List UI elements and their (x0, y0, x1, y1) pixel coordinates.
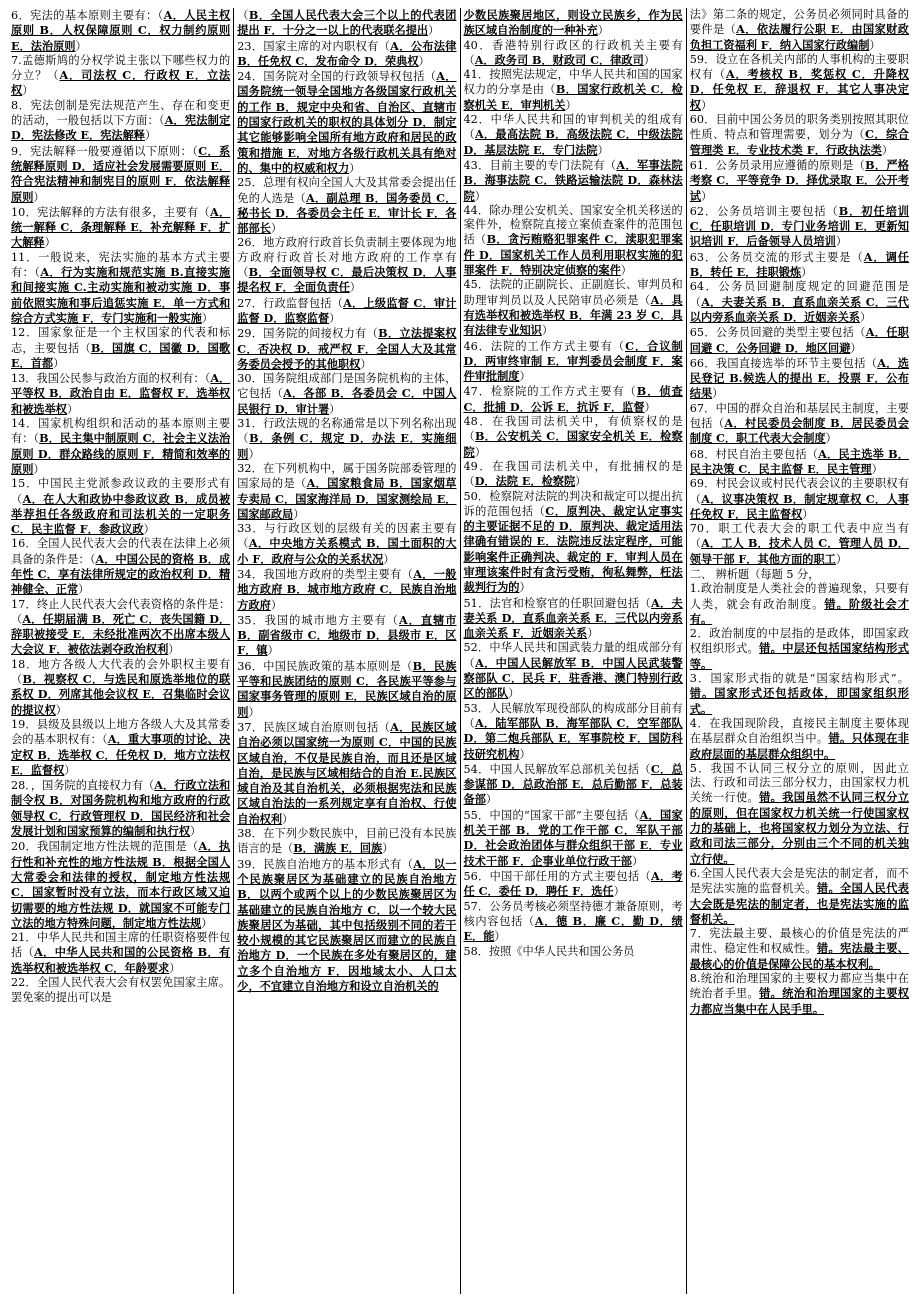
question-item (237, 39, 456, 70)
question-item (237, 567, 456, 613)
question-item (690, 522, 909, 567)
question-item (690, 447, 909, 478)
question-stem: 10．宪法解释的方法有很多，主要有（ (11, 205, 211, 219)
answer-close: ） (329, 311, 341, 325)
answer-text: A．各部 B．各委员会 C．中国人民银行 D．审计署 (237, 386, 457, 416)
answer-close: ） (382, 842, 394, 856)
question-stem: 22．全国人民代表大会有权罢免国家主席。罢免案的提出可以是 (11, 976, 231, 1005)
answer-text: B．立法提案权 C．否决权 D．戒严权 F．全国人大及其常务委员会授予的其他职权 (237, 326, 457, 371)
answer-close: ） (168, 643, 180, 657)
answer-close: ） (620, 264, 632, 278)
answer-text: A．中央地方关系模式 B．国土面积的大小 F．政府与公众的关系状况 (237, 536, 457, 566)
answer-text: 错。统治和治理国家的主要权力都应当集中在人民手里。 (689, 986, 909, 1016)
question-item (464, 808, 683, 869)
question-item (464, 641, 683, 701)
answer-close: ） (802, 507, 814, 521)
question-item (464, 596, 683, 642)
answer-close: ） (519, 581, 531, 595)
question-item (690, 582, 909, 627)
question-stem: 63．公务员交流的形式主要是（ (689, 250, 864, 264)
answer-text: B．全国人民代表大会三个以上的代表团提出 F．十分之一以上的代表联名提出 (237, 8, 457, 38)
answer-text: A．中国人民解放军 B．中国人民武装警察部队 C．民兵 F．驻香港、澳门特别行政区的部队 (463, 655, 683, 701)
question-item (237, 522, 456, 567)
question-item (464, 384, 683, 415)
answer-close: ） (519, 370, 531, 384)
question-item (11, 778, 230, 839)
question-item (237, 659, 456, 720)
question-item (237, 827, 456, 857)
question-stem: 19．县级及县级以上地方各级人大及其常委会的基本职权有：（ (11, 717, 231, 747)
answer-text: A．统一解释 C．条理解释 E．补充解释 F．扩大解释 (11, 204, 231, 250)
answer-text: A．重大事项的讨论、决定权 B．选举权 C．任免权 D．地方立法权 E．监督权 (11, 732, 231, 777)
question-stem: 23．国家主席的对内职权有（ (237, 39, 391, 53)
question-stem: 58．按照《中华人民共和国公务员 (463, 945, 635, 959)
question-item (464, 278, 683, 338)
question-stem: 28．，国务院的直接权力有（ (11, 779, 155, 793)
question-stem: 48．在我国司法机关中，有侦察权的是（ (463, 415, 683, 444)
question-stem: 15．中国民主党派参政议政的主要形式有（ (11, 477, 231, 506)
question-item (11, 371, 230, 417)
answer-text: B．条例 C．规定 D．办法 E．实施细则 (237, 431, 457, 461)
question-item (464, 762, 683, 808)
answer-close: ） (44, 236, 56, 250)
answer-text: A．国务院统一领导全国地方各级国家行政机关的工作 B．规定中央和省、自治区、直辖市的国家行政机关的职权的具体划分 D．制定其它能够影响全国所有地方政府和居民的政策和措施 E．对地方各级行政机关具有绝对的、集中的权威和权力 (237, 69, 457, 175)
answer-close: ） (508, 687, 520, 701)
column-2 (234, 8, 460, 1294)
answer-text: A．人民主权原则 B．人权保障原则 C．权力制约原则 E．法治原则 (11, 8, 231, 53)
answer-close: ） (835, 235, 848, 249)
answer-text: C．合议制 D．两审终审制 E．审判委员会制度 F．案件审批制度 (463, 338, 683, 384)
question-stem: 69．村民会议或村民代表会议的主要职权有（ (689, 477, 909, 506)
answer-close: ） (712, 387, 724, 401)
question-stem: 4．在我国现阶段，直接民主制度主要体现在基层群众自治组织当中。 (689, 716, 909, 746)
answer-text: A．司法权 C．行政权 E．立法权 (11, 68, 231, 98)
question-stem: 39．民族自治地方的基本形式有（ (237, 857, 414, 871)
answer-text: A．最高法院 B．高级法院 C．中级法院 D．基层法院 E．专门法院 (463, 127, 683, 157)
answer-text: A．村民委员会制度 B．居民委员会制度 C．职工代表大会制度 (689, 416, 909, 446)
answer-text: B．严格考察 C．平等竞争 D．择优录取 E．公开考试 (689, 157, 909, 203)
question-item (11, 537, 230, 597)
question-stem: 21．中华人民共和国主席的任职资格要件包括（ (11, 931, 231, 960)
answer-text: A．军事法院 B．海事法院 C．铁路运输法院 D．森林法院 (463, 157, 683, 203)
question-item (237, 857, 456, 995)
question-stem: 47．检察院的工作方式主要有（ (463, 385, 637, 399)
answer-text: 错。只体现在非政府层面的基层群众组织中。 (689, 731, 909, 761)
answer-text: B．视察权 C．与选民和原选举地位的联系权 D．列席其他会议权 E．召集临时会议的提议权 (11, 672, 231, 717)
answer-text: C．综合管理类 E．专业技术类 F．行政执法类 (689, 127, 909, 157)
question-item (690, 158, 909, 204)
question-stem: 66．我国直接选举的环节主要包括（ (689, 356, 878, 370)
answer-close: ） (360, 357, 372, 371)
question-stem: 13．我国公民参与政治方面的权利有：（ (11, 372, 211, 386)
answer-close: ） (248, 447, 260, 461)
question-item (237, 176, 456, 236)
answer-text: A．具有选举权和被选举权 B．年满 23 岁 C．具有法律专业知识 (463, 292, 683, 338)
question-stem: 50．检察院对法院的判决和裁定可以提出抗诉的范围包括（ (463, 489, 683, 518)
question-item (464, 113, 683, 158)
answer-close: ） (270, 598, 283, 612)
answer-close: ） (270, 222, 283, 236)
answer-text: A．工人 B．技术人员 C．管理人员 D．领导干部 F．其他方面的职工 (689, 536, 909, 566)
answer-text: B．民主集中制原则 C．社会主义法治原则 D．群众路线的原则 F．精简和效率的原则 (11, 431, 231, 476)
question-stem: 56．中国干部任用的方式主要包括（ (463, 869, 651, 883)
answer-close: ） (383, 552, 395, 566)
question-item (11, 477, 230, 537)
answer-text: B．全面领导权 C．最后决策权 D．人事提名权 F．全面负责任 (237, 265, 457, 295)
question-stem: 31．行政法规的名称通常是以下列名称出现（ (237, 417, 457, 446)
question-item (690, 867, 909, 927)
answer-text: B．国家行政机关 C．检察机关 E．审判机关 (463, 82, 683, 112)
answer-close: ） (825, 432, 837, 446)
answer-text: A．民族区域自治必须以国家统一为原则 C．中国的民族区域自治，不仅是民族自治，而且还是区域自治，是民族与区域相结合的自治 E.民族区域自治及其自治机关，必须根据宪法和民族区域自治法的一系列规定享有自治权、行使自治权利 (237, 719, 457, 826)
question-stem: 35．我国的城市地方主要有（ (237, 613, 399, 627)
answer-close: ） (64, 763, 76, 777)
question-stem: 49．在我国司法机关中，有批捕权的是（ (463, 459, 683, 489)
question-item (690, 927, 909, 972)
question-stem: 7.孟德斯鸠的分权学说主张以下哪些权力的分立？（ (11, 53, 231, 83)
question-item (11, 839, 230, 931)
answer-close: ） (33, 462, 45, 476)
answer-text: A．中国公民的资格 B．成年性 C．享有法律所规定的政治权利 D．精神健全、正常 (11, 551, 231, 597)
question-item (464, 39, 683, 69)
question-item (690, 356, 909, 402)
question-item (690, 250, 909, 281)
answer-text: 少数民族聚居地区，则设立民族乡，作为民族区域自治制度的一种补充 (463, 8, 683, 38)
question-stem: 30．国务院组成部门是国务院机构的主体，它包括（ (237, 372, 457, 401)
answer-text: A．政务司 B．财政司 C．律政司 (474, 52, 644, 67)
answer-text: A．选民登记 B.候选人的提出 E．投票 F．公布结果 (689, 355, 909, 401)
question-stem: 24．国务院对全国的行政领导权包括（ (237, 70, 437, 84)
question-item (11, 205, 230, 251)
question-stem: 60．目前中国公务员的职务类别按照其职位性质、特点和管理需要，划分为（ (689, 113, 909, 142)
answer-close: ） (541, 324, 554, 338)
question-stem: 45．法院的正副院长、正副庭长、审判员和助理审判员以及人民陪审员必须是（ (463, 278, 683, 307)
answer-text: B．初任培训 C．任职培训 D．专门业务培训 E．更新知识培训 F．后备领导人员培训 (689, 203, 909, 249)
question-item (11, 8, 230, 54)
answer-close: ） (587, 627, 599, 641)
answer-close: ） (22, 84, 34, 98)
question-item (690, 627, 909, 672)
question-item (464, 460, 683, 490)
answer-close: ） (643, 53, 655, 67)
answer-text: A．上级监督 C．审计监督 D．监察监督 (237, 295, 457, 325)
answer-text: A．行政立法和制令权 B．对国务院机构和地方政府的行政领导权 C．行政管理权 D．国民经济和社会发展计划和国家预算的编制和执行权 (11, 778, 231, 839)
answer-close: ） (145, 129, 157, 143)
question-stem: 2．政治制度的中层指的是政体，即国家政权组织形式。 (689, 627, 909, 656)
question-item (464, 702, 683, 762)
question-stem: 9．宪法解释一般要遵循以下原则：（ (11, 144, 199, 158)
answer-text: A．任期届满 B．死亡 C．丧失国籍 D．辞职被接受 E．未经批准两次不出席本级人大会议 F．被依法剥夺政治权利 (11, 611, 231, 657)
question-item (464, 8, 683, 39)
answer-close: ） (169, 961, 181, 975)
answer-close: ） (565, 98, 577, 112)
answer-close: ） (55, 703, 67, 717)
question-stem: 41．按照宪法规定，中华人民共和国的国家权力的分享是由（ (463, 68, 683, 97)
question-stem: 38．在下列少数民族中，目前已没有本民族语言的是（ (237, 827, 457, 856)
answer-text: A．行为实施和规范实施 B.直接实施和间接实施 C.主动实施和被动实施 D．事前依照实施和事后追惩实施 E．单一方式和综合方式实施 F．专门实施和一般实施 (11, 265, 231, 325)
question-item (690, 567, 909, 582)
answer-close: ） (190, 825, 202, 839)
answer-text: A．公布法律 B．任免权 C．发布命令 D．荣典权 (237, 38, 457, 68)
answer-close: ） (597, 24, 609, 38)
answer-close: ） (474, 445, 486, 459)
answer-text: 错。全国人民代表大会既是宪法的制定者，也是宪法实施的监督机关。 (689, 881, 909, 926)
question-stem: 67．中国的群众自治和基层民主制度，主要包括（ (689, 401, 909, 431)
question-item (690, 717, 909, 762)
answer-text: A．国家机关干部 B．党的工作干部 C．军队干部 D．社会政治团体与群众组织干部 E．专业技术干部 F．企事业单位行政干部 (463, 807, 683, 868)
answer-text: 错。中层还包括国家结构形式等。 (689, 641, 909, 671)
question-item (464, 900, 683, 945)
question-stem: 46．法院的工作方式主要有（ (463, 339, 626, 353)
answer-text: A．民主选举 B．民主决策 C．民主监督 E．民主管理 (689, 446, 909, 476)
question-stem: 6.全国人民代表大会是宪法的制定者，而不是宪法实施的监督机关。 (689, 866, 909, 896)
question-stem: 32．在下列机构中，属于国务院部委管理的国家局的是（ (237, 461, 457, 491)
answer-text: A．德 B．廉 C．勤 D．绩 E．能 (463, 913, 683, 944)
question-stem: 37．民族区域自治原则包括（ (237, 720, 391, 734)
question-stem: 59．设立在各机关内部的人事机构的主要职权有（ (689, 52, 909, 82)
answer-close: ） (474, 189, 486, 203)
question-item (237, 326, 456, 372)
question-stem: 64．公务员回避制度规定的回避范围是（ (689, 280, 909, 309)
question-stem: 20．我国制定地方性法规的范围是（ (11, 840, 199, 854)
answer-text: A．考核权 B．奖惩权 C．升降权 D．任免权 E．辞退权 F．其它人事决定权 (689, 67, 909, 112)
answer-text: C．总参谋部 D．总政治部 E．总后勤部 F．总装备部 (463, 761, 683, 807)
question-stem: 8．宪法创制是宪法规范产生、存在和变更的活动，一般包括以下方面：（ (11, 98, 231, 128)
answer-text: A．夫妻关系 B．直系血亲关系 C．三代以内旁系血亲关系 D．近姻亲关系 (689, 294, 909, 324)
question-item (690, 672, 909, 717)
question-stem: 14．国家机构组织和活动的基本原则主要有：（ (11, 417, 231, 446)
question-stem: 法》第二条的规定，公务员必须同时具备的要件是（ (689, 8, 909, 37)
answer-text: A．以一个民族聚居区为基础建立的民族自治地方 B．以两个或两个以上的少数民族聚居区为基础建立的民族自治地方 C．以一个较大民族聚居区为基础，其中包括级别不同的若干较小规模的其它民族聚居区而建立的民族自治地方 D．一个民族在多处有聚居区的，建立多个自治地方 F．因地域太小、人口太少，不宜建立自治地方和设立自治机关的 (237, 856, 457, 993)
answer-close: ） (33, 190, 45, 204)
answer-text: C．系统解释原则 D．适应社会发展需要原则 E．符合宪法精神和制宪目的原则 F．依法解释原则 (11, 143, 231, 204)
question-stem: 54．中国人民解放军总部机关包括（ (463, 762, 651, 776)
answer-close: ） (597, 143, 609, 157)
question-item (11, 598, 230, 658)
answer-text: B．满族 E．回族 (293, 841, 383, 856)
column-4 (687, 8, 912, 1294)
answer-close: ） (485, 793, 498, 807)
answer-close: ） (835, 552, 848, 566)
question-item (11, 326, 230, 371)
answer-close: ） (801, 266, 813, 280)
question-stem: 6．宪法的基本原则主要有：（ (11, 9, 164, 22)
question-item (237, 417, 456, 462)
question-stem: 52．中华人民共和国武装力量的组成部分有（ (463, 641, 683, 670)
question-item (690, 113, 909, 158)
question-stem: 25．总理有权向全国人大及其常委会提出任免的人选是（ (237, 176, 457, 205)
answer-text: A．议事决策权 B．制定规章权 C．人事任免权 F．民主监督权 (689, 491, 909, 521)
question-stem: 3．国家形式指的就是“国家结构形式”。 (689, 672, 909, 686)
question-item (690, 477, 909, 522)
answer-close: ） (494, 930, 506, 944)
answer-text: A．依法履行公职 E．由国家财政负担工资福利 F．纳入国家行政编制 (689, 22, 909, 52)
answer-close: ） (349, 281, 361, 295)
answer-text: B．民族平等和民族团结的原则 C．各民族平等参与国家事务管理的原则 E．民族区域自治的原则 (237, 658, 457, 719)
answer-text: A．陆军部队 B．海军部队 C．空军部队 D．第二炮兵部队 E．军事院校 F．国防科技研究机构 (463, 715, 683, 761)
answer-text: D．法院 E．检察院 (474, 474, 576, 489)
question-stem: 68．村民自治主要包括（ (689, 447, 819, 461)
answer-text: A．宪法制定 D．宪法修改 E．宪法解释 (11, 113, 231, 143)
answer-close: ） (329, 402, 341, 416)
answer-text: 错。宪法最主要、最核心的价值是保障公民的基本权利。 (689, 941, 909, 971)
question-stem: 61．公务员录用应遵循的原则是（ (689, 158, 866, 172)
question-stem: 57．公务员考核必须坚持德才兼备原则，考核内容包括（ (463, 899, 683, 928)
column-1 (8, 8, 234, 1294)
question-stem: 34．我国地方政府的类型主要有（ (237, 567, 414, 581)
answer-close: ） (644, 400, 656, 414)
question-stem: 27．行政监督包括（ (237, 296, 344, 310)
answer-text: A．考任 C．委任 D．聘任 F．选任 (463, 868, 683, 899)
question-stem: 51．法官和检察官的任职回避包括（ (463, 596, 651, 610)
answer-text: A．任职回避 C．公务回避 D．地区回避 (689, 325, 909, 355)
question-item (464, 68, 683, 113)
question-stem: 70．职工代表大会的职工代表中应当有（ (689, 522, 909, 551)
answer-close: ） (700, 189, 713, 203)
question-item (237, 8, 456, 39)
question-stem: 1.政治制度是人类社会的普遍现象，只要有人类，就会有政治制度。 (689, 582, 909, 611)
answer-close: ） (293, 507, 305, 521)
question-stem: 7．宪法最主要、最核心的价值是宪法的严肃性、稳定性和权威性。 (689, 927, 909, 956)
question-stem: 62．公务员培训主要包括（ (689, 204, 839, 218)
question-item (464, 339, 683, 385)
answer-text: A．一般地方政府 B．城市地方政府 C．民族自治地方政府 (237, 566, 457, 612)
answer-text: A．直辖市 B．副省级市 C．地级市 D．县级市 E．区 F．镇 (237, 612, 457, 658)
question-item (464, 415, 683, 460)
answer-text: C．原判决、裁定认定事实的主要证据不足的 D．原判决、裁定适用法律确有错误的 E．法院违反法定程序，可能影响案件正确判决、裁定的 F．审判人员在审理该案件时有贪污受贿，徇私舞弊，枉法裁判行为的 (463, 503, 683, 595)
question-item (690, 53, 909, 113)
answer-close: ） (201, 311, 214, 325)
question-stem: 53．人民解放军现役部队的构成部分目前有（ (463, 701, 683, 730)
answer-close: ） (575, 475, 587, 489)
question-stem: 12．国家象征是一个主权国家的代表和标志，主要包括（ (11, 326, 231, 355)
answer-text: A．副总理 B．国务委员 C．秘书长 D．各委员会主任 E．审计长 F．各部部长 (237, 190, 457, 236)
answer-close: ） (267, 644, 279, 658)
answer-text: A．夫妻关系 D．直系血亲关系 E．三代以内旁系血亲关系 F．近姻亲关系 (463, 595, 683, 641)
question-item (690, 325, 909, 356)
question-stem: 36．中国民族政策的基本原则是（ (237, 659, 413, 673)
question-item (11, 251, 230, 326)
answer-close: ） (66, 402, 79, 416)
question-stem: 16．全国人民代表大会的代表在法律上必须具备的条件是：（ (11, 537, 231, 566)
question-item (11, 144, 230, 205)
answer-text: A．国家粮食局 B．国家烟草专卖局 C．国家海洋局 D．国家测绘局 E．国家邮政局 (237, 476, 457, 521)
question-item (464, 490, 683, 596)
answer-text: B．侦查 C．批捕 D．公诉 E．抗诉 F．监督 (463, 384, 683, 414)
question-stem: 5．我国不认同三权分立的原则，因此立法、行政和司法三部分权力，由国家权力机关统一行使。 (689, 761, 909, 805)
answer-text: 错。我国虽然不认同三权分立的原则，但在国家权力机关统一行使国家权力的基础上，也将国家权力划分为立法、行政和司法三部分，分别由三个不同的机关独立行使。 (689, 790, 909, 866)
answer-close: ） (850, 341, 862, 355)
answer-close: ） (349, 161, 361, 175)
answer-close: ） (143, 523, 155, 537)
question-item (11, 976, 230, 1006)
answer-close: ） (75, 39, 87, 53)
question-stem: 17．终止人民代表大会代表资格的条件是：（ (11, 597, 231, 626)
question-stem: 42．中华人民共和国的审判机关的组成有（ (463, 113, 683, 142)
question-item (464, 869, 683, 900)
answer-text: 错。阶级社会才有。 (689, 596, 909, 626)
question-item (464, 158, 683, 204)
question-stem: 18．地方各级人大代表的会外职权主要有（ (11, 657, 231, 687)
answer-close: ） (418, 54, 430, 68)
question-item (237, 296, 456, 327)
question-item (11, 417, 230, 477)
answer-close: ） (869, 38, 881, 52)
question-stem: 二、 辨析题（每题 5 分， (689, 567, 820, 581)
answer-close: ） (700, 98, 713, 112)
question-stem: 33．与行政区划的层级有关的因素主要有（ (237, 522, 457, 551)
answer-text: A．中华人民共和国的公民资格 B．有选举权和被选举权 C．年龄要求 (11, 945, 231, 975)
question-stem: 43．目前主要的专门法院有（ (463, 158, 617, 172)
question-item (11, 931, 230, 976)
answer-close: ） (613, 885, 625, 899)
question-item (237, 720, 456, 827)
answer-close: ） (871, 462, 883, 476)
question-item (237, 69, 456, 176)
answer-text: B．国旗 C．国徽 D．国歌 E．首都 (11, 340, 231, 370)
answer-close: ） (519, 747, 531, 761)
answer-close: ） (78, 583, 90, 597)
answer-close: ） (859, 310, 872, 324)
answer-close: ） (53, 356, 65, 370)
question-item (690, 402, 909, 447)
question-item (690, 972, 909, 1017)
answer-close: ） (881, 143, 894, 157)
answer-text: B．贪污贿赂犯罪案件 C．渎职犯罪案件 D．国家机关工作人员利用职权实施的犯罪案件 F．特别决定侦察的案件 (463, 232, 683, 278)
question-stem: 29．国务院的间接权力有（ (237, 327, 379, 341)
question-stem: （ (237, 9, 249, 22)
question-item (464, 944, 683, 959)
question-stem: 11．一般说来，宪法实施的基本方式主要有：（ (11, 250, 231, 280)
question-item (237, 462, 456, 522)
question-stem: 65．公务员回避的类型主要包括（ (689, 326, 866, 340)
question-stem: 40．香港特别行政区的行政机关主要有（ (463, 38, 683, 67)
question-item (237, 236, 456, 295)
answer-text: A．调任 B．转任 E．挂职锻炼 (689, 249, 909, 280)
question-item (11, 718, 230, 778)
answer-text: B．公安机关 C．国家安全机关 E．检察院 (463, 429, 683, 459)
question-item (11, 99, 230, 144)
answer-text: A．平等权 B．政治自由 E．监督权 F．选举权和被选举权 (11, 371, 231, 416)
question-stem: 8.统治和治理国家的主要权力都应当集中在统治者手里。 (689, 972, 909, 1001)
question-item (237, 372, 456, 417)
question-item (690, 204, 909, 250)
question-item (690, 762, 909, 867)
answer-text: A．在人大和政协中参政议政 B．成员被举荐担任各级政府和司法机关的一定职务 C．民主监督 F．参政议政 (11, 491, 231, 537)
question-stem: 44．除办理公安机关、国家安全机关移送的案件外，检察院直接立案侦查案件的范围包括（ (463, 203, 683, 247)
answer-text: A．执行性和补充性的地方性法规 B．根据全国人大常委会和法律的授权，制定地方性法规 C．国家暂时没有立法，而本行政区域又迫切需要的地方性法规 D．就国家不可能专门立法的地方特殊问题，制定地方性法规 (11, 839, 231, 930)
answer-close: ） (248, 705, 260, 719)
column-3 (461, 8, 687, 1294)
answer-close: ） (428, 24, 440, 38)
answer-close: ） (201, 916, 213, 930)
question-item (464, 204, 683, 278)
answer-text: 错。国家形式还包括政体，即国家组织形式。 (689, 686, 909, 716)
answer-close: ） (631, 854, 644, 868)
question-stem: 55．中国的“国家干部”主要包括（ (463, 808, 640, 822)
question-item (237, 613, 456, 659)
question-item (690, 280, 909, 325)
question-stem: 26．地方政府行政首长负责制主要体现为地方政府行政首长对地方政府的工作享有（ (237, 236, 457, 280)
question-item (11, 54, 230, 99)
question-item (11, 658, 230, 718)
question-item (690, 8, 909, 53)
answer-close: ） (282, 812, 294, 826)
